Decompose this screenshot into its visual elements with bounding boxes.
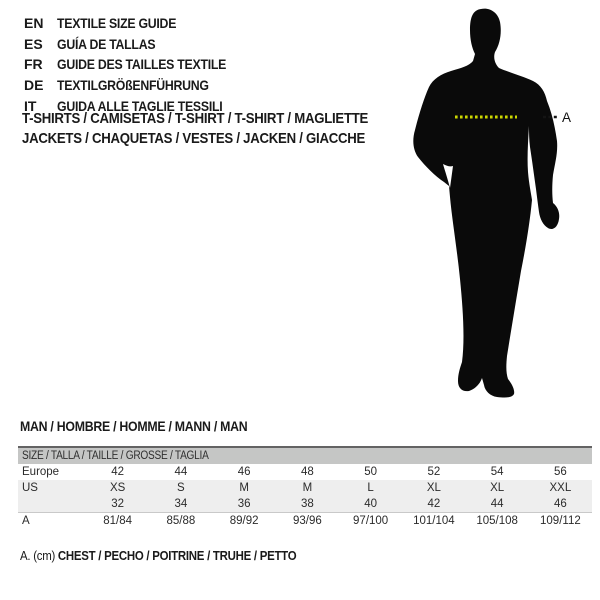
table-cell: 46 — [553, 498, 567, 510]
table-cell: L — [367, 482, 374, 494]
table-cell: 32 — [111, 498, 125, 510]
language-label: GUIDE DES TAILLES TEXTILE — [57, 56, 227, 73]
row-label: A — [22, 515, 30, 527]
language-label: GUÍA DE TALLAS — [57, 35, 156, 52]
category-titles — [22, 109, 415, 149]
footnote-text: CHEST / PECHO / POITRINE / TRUHE / PETTO — [57, 548, 297, 563]
table-cell: 105/108 — [476, 515, 518, 527]
table-cell: 89/92 — [229, 515, 259, 527]
table-cell: XXL — [549, 482, 572, 494]
table-cell: 54 — [490, 466, 504, 478]
table-cell: XL — [426, 482, 441, 494]
table-cell: 38 — [300, 498, 314, 510]
table-cell: 36 — [237, 498, 251, 510]
language-code: IT — [24, 97, 37, 114]
table-cell: 46 — [237, 466, 251, 478]
table-row-europe — [18, 464, 592, 480]
table-cell: 52 — [427, 466, 441, 478]
table-cell: 56 — [553, 466, 567, 478]
table-cell: 40 — [364, 498, 378, 510]
table-cell: XL — [490, 482, 505, 494]
man-silhouette-figure — [403, 2, 583, 402]
table-cell: 81/84 — [103, 515, 133, 527]
table-cell: 48 — [300, 466, 314, 478]
language-row-en — [24, 13, 249, 34]
table-cell: 42 — [111, 466, 125, 478]
section-title-man: MAN / HOMBRE / HOMME / MANN / MAN — [20, 418, 248, 434]
man-silhouette-path — [413, 9, 559, 398]
row-label: Europe — [22, 466, 60, 478]
table-cell: M — [239, 482, 249, 494]
table-cell: 85/88 — [166, 515, 196, 527]
language-row-es — [24, 34, 249, 55]
table-cell: 101/104 — [413, 515, 455, 527]
language-guide-list — [24, 13, 249, 116]
language-label: GUIDA ALLE TAGLIE TESSILI — [57, 97, 223, 114]
language-row-fr — [24, 54, 249, 75]
language-label: TEXTILGRÖßENFÜHRUNG — [57, 77, 209, 94]
man-silhouette-svg — [403, 2, 583, 402]
table-cell: 44 — [490, 498, 504, 510]
category-line-jackets: JACKETS / CHAQUETAS / VESTES / JACKEN / GIACCHE — [22, 130, 366, 147]
table-cell: 93/96 — [292, 515, 322, 527]
table-row-us — [18, 480, 592, 496]
language-label: TEXTILE SIZE GUIDE — [57, 15, 177, 32]
table-cell: 42 — [427, 498, 441, 510]
row-label: US — [22, 482, 38, 494]
language-code: EN — [24, 15, 44, 32]
footnote-prefix: A. (cm) — [20, 548, 56, 563]
size-table-header — [18, 446, 592, 464]
measure-label-a: A — [562, 110, 572, 125]
size-table — [18, 446, 592, 529]
table-cell: XS — [109, 482, 126, 494]
language-code: DE — [24, 77, 44, 94]
language-code: ES — [24, 35, 43, 52]
measure-footnote — [20, 548, 296, 563]
table-cell: M — [302, 482, 313, 494]
table-cell: S — [177, 482, 185, 494]
table-row-numeric — [18, 496, 592, 513]
table-cell: 97/100 — [353, 515, 389, 527]
size-table-header-label: SIZE / TALLA / TAILLE / GRÖSSE / TAGLIA — [22, 450, 209, 462]
table-cell: 50 — [364, 466, 378, 478]
language-code: FR — [24, 56, 43, 73]
table-cell: 34 — [174, 498, 188, 510]
category-line-tshirts: T-SHIRTS / CAMISETAS / T-SHIRT / T-SHIRT / MAGLIETTE — [22, 110, 369, 127]
language-row-de — [24, 75, 249, 96]
table-cell: 44 — [174, 466, 188, 478]
table-row-chest-a — [18, 513, 592, 529]
table-cell: 109/112 — [540, 515, 581, 527]
